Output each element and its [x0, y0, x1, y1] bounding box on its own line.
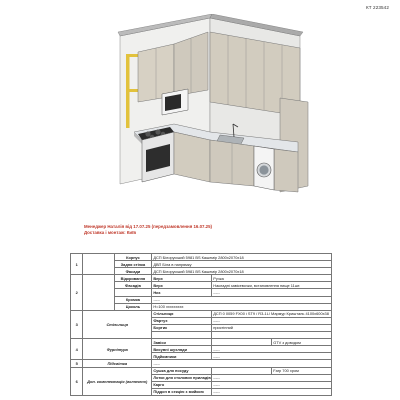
- row-sublabel: Низ: [152, 289, 212, 296]
- table-row: [71, 367, 332, 374]
- row-label: [114, 289, 151, 296]
- kitchen-render-image: [112, 14, 312, 204]
- row-value: [212, 339, 272, 346]
- row-value: ДСП Білоруський 5981 BS Кашемір 2800х2070х18: [152, 268, 332, 275]
- row-value: -----: [212, 388, 332, 395]
- row-value: ДСП Білоруський 5981 BS Кашемір 2800х2070х18: [152, 254, 332, 261]
- section-number: 4: [71, 339, 83, 360]
- section-number: 1: [71, 254, 83, 275]
- section-number: 6: [71, 367, 83, 395]
- stove: [138, 127, 174, 182]
- row-label: Корпус: [114, 254, 151, 261]
- row-value: ДСП 0 0059 FX00 і ST9 / R3-1L/ Мармур Кришталь 4100х600х38: [212, 310, 332, 317]
- row-sublabel: Висувні шухляди: [152, 346, 212, 353]
- row-value: [212, 332, 332, 339]
- section-number: 2: [71, 275, 83, 310]
- row-value: [212, 367, 272, 374]
- row-extra: Farp 700 хром: [272, 367, 332, 374]
- row-sublabel: Стільниця: [152, 310, 212, 317]
- row-sublabel: Піддон в секцію з мийкою: [152, 388, 212, 395]
- row-sublabel: Верх: [152, 275, 212, 282]
- row-sublabel: Фартух: [152, 317, 212, 324]
- row-value: Ручка: [212, 275, 332, 282]
- row-sublabel: Сушка для посуду: [152, 367, 212, 374]
- row-value: -----: [212, 353, 332, 360]
- document-code: КТ 223542: [366, 5, 389, 10]
- row-label: Відкривання: [114, 275, 151, 282]
- table-row: [71, 339, 332, 346]
- section-group: Стільниця: [83, 310, 152, 338]
- row-value: -----: [152, 296, 332, 303]
- washing-machine: [254, 146, 274, 190]
- row-sublabel: Верх: [152, 282, 212, 289]
- row-sublabel: Лотки для столових приладів: [153, 375, 211, 381]
- row-value: H=100 ххххххххх: [152, 303, 332, 310]
- section-group: Доп. комплектація (включено): [83, 367, 152, 395]
- section-number: 3: [71, 310, 83, 338]
- row-extra: GTV з доводом: [272, 339, 332, 346]
- table-row: [71, 360, 332, 367]
- row-label: Фасади: [114, 268, 151, 275]
- row-label: Цоколь: [114, 303, 151, 310]
- row-value: пристінний: [212, 324, 332, 331]
- row-value: -----: [152, 360, 332, 367]
- row-sublabel: [152, 332, 212, 339]
- row-sublabel: Підйомники: [152, 353, 212, 360]
- manager-line: Менеджер Наталія від 17.07.25 (передзамовлення 16.07.25): [84, 224, 213, 229]
- section-group: Фурнітура: [83, 339, 152, 360]
- row-label: Задня стінка: [114, 261, 151, 268]
- delivery-line: Доставка і монтаж: Київ: [84, 230, 137, 235]
- row-label: Фасадів: [114, 282, 151, 289]
- row-sublabel: Завіси: [152, 339, 212, 346]
- specification-table: [70, 253, 332, 396]
- row-value: Накладні завісевочки, встановлення нище 11шт.: [212, 282, 332, 289]
- row-value: -----: [212, 374, 332, 381]
- row-value: -----: [212, 346, 332, 353]
- manager-info: [84, 224, 212, 236]
- row-value: ДВП Біла в напрямку: [152, 261, 332, 268]
- section-group: Підсвітка: [83, 360, 152, 367]
- row-value: -----: [212, 289, 332, 296]
- section-group: [83, 275, 114, 310]
- row-sublabel: Бортик: [152, 324, 212, 331]
- section-group: [83, 254, 114, 275]
- table-row: [71, 310, 332, 317]
- row-label: Кромка: [114, 296, 151, 303]
- table-row: [71, 275, 332, 282]
- row-value: -----: [212, 317, 332, 324]
- section-number: 5: [71, 360, 83, 367]
- table-row: [71, 254, 332, 261]
- gas-pipe-top: [126, 54, 138, 57]
- row-value: -----: [212, 381, 332, 388]
- row-sublabel: Карго: [152, 381, 212, 388]
